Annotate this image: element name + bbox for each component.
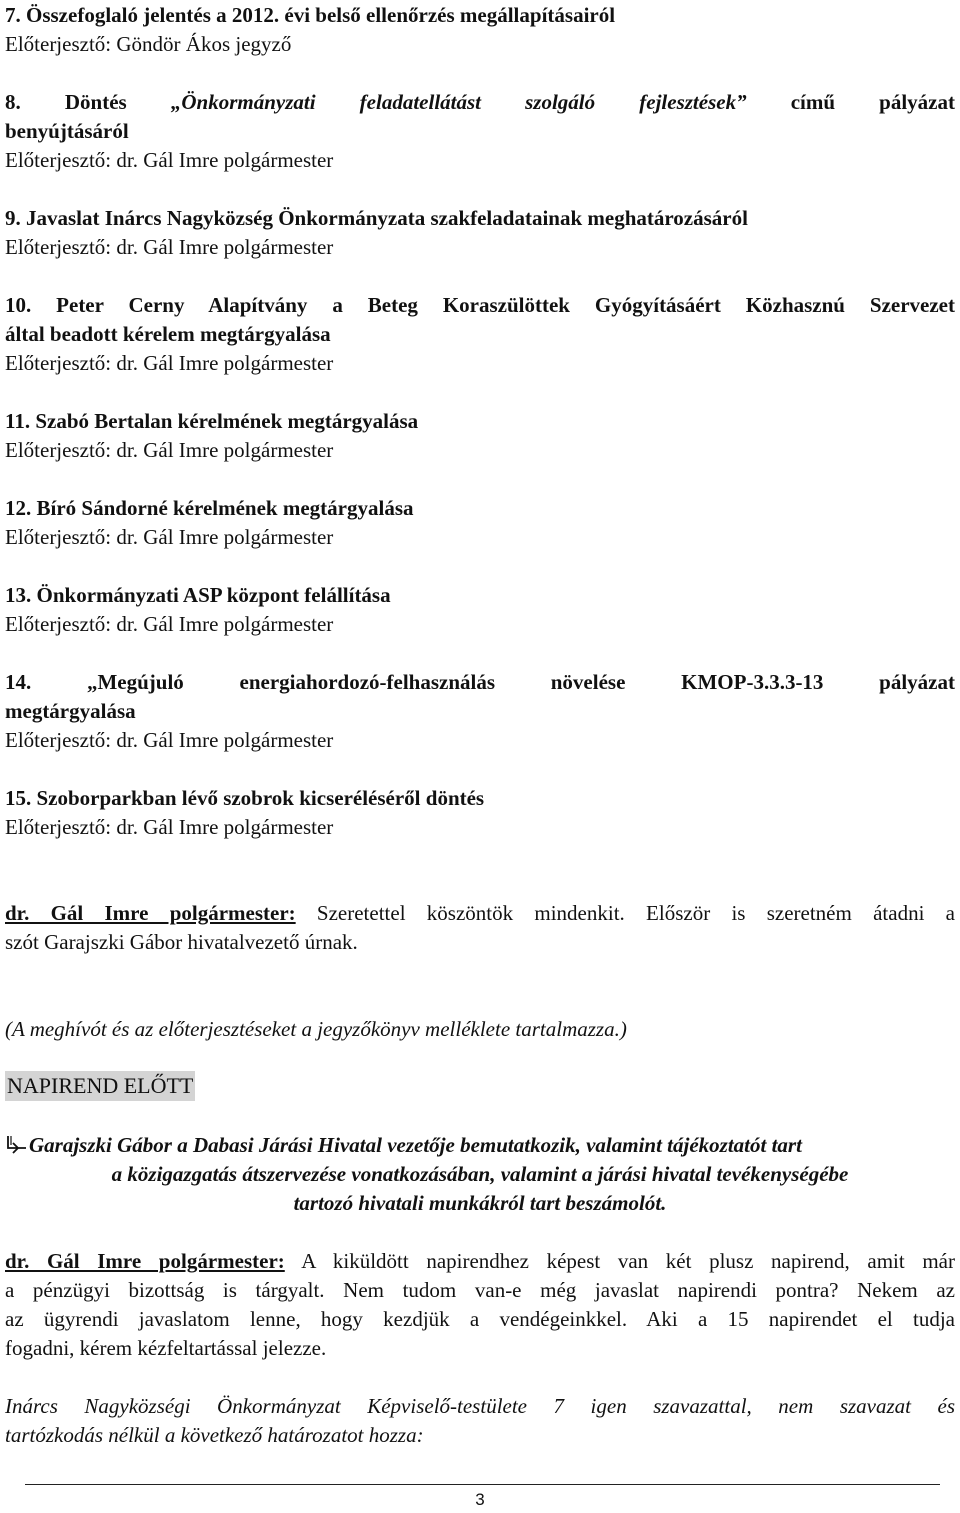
agenda-item-12-presenter: Előterjesztő: dr. Gál Imre polgármester (5, 525, 334, 549)
agenda-item-8-title-line2: benyújtásáról (5, 119, 129, 143)
agenda-item-10-title-line1: 10. Peter Cerny Alapítvány a Beteg Koraszülöttek Gyógyításáért Közhasznú Szervezet (5, 293, 955, 317)
agenda-item-14-title-line1: 14. „Megújuló energiahordozó-felhasználás növelése KMOP-3.3.3-13 pályázat (5, 670, 955, 694)
agenda-item-7-title: 7. Összefoglaló jelentés a 2012. évi belső ellenőrzés megállapításairól (5, 3, 616, 27)
speech-2-text-line3: az ügyrendi javaslatom lenne, hogy kezdjük a vendégeinkkel. Aki a 15 napirendet el tudja (5, 1307, 955, 1331)
agenda-item-15-presenter: Előterjesztő: dr. Gál Imre polgármester (5, 815, 334, 839)
speech-2-text-line1: A kiküldött napirendhez képest van két plusz napirend, amit már (284, 1249, 955, 1273)
agenda-item-10-title-line2: által beadott kérelem megtárgyalása (5, 322, 331, 346)
speech-2-text-line2: a pénzügyi bizottság is tárgyalt. Nem tudom van-e még javaslat napirendi pontra? Nekem az (5, 1278, 955, 1302)
speech-1-text-line2: szót Garajszki Gábor hivatalvezető úrnak. (5, 930, 358, 954)
agenda-item-11-presenter: Előterjesztő: dr. Gál Imre polgármester (5, 438, 334, 462)
agenda-item-13-presenter: Előterjesztő: dr. Gál Imre polgármester (5, 612, 334, 636)
agenda-item-14-presenter: Előterjesztő: dr. Gál Imre polgármester (5, 728, 334, 752)
agenda-item-15-title: 15. Szoborparkban lévő szobrok kicseréléséről döntés (5, 786, 485, 810)
pointing-arrow-icon (5, 1133, 29, 1155)
speech-1-line1 (5, 899, 955, 928)
agenda-item-8-title-line1: 8. Döntés „Önkormányzati feladatellátást szolgáló fejlesztések” című pályázat (5, 90, 955, 114)
agenda-item-8-presenter: Előterjesztő: dr. Gál Imre polgármester (5, 148, 334, 172)
section-heading: NAPIREND ELŐTT (5, 1071, 195, 1101)
speech-2-text-line4: fogadni, kérem kézfeltartással jelezze. (5, 1336, 327, 1360)
speech-1-speaker: dr. Gál Imre polgármester: (5, 901, 296, 925)
footer-divider (25, 1484, 940, 1485)
intro-line1-wrap (5, 1131, 955, 1160)
resolution-line2: tartózkodás nélkül a következő határozatot hozza: (5, 1423, 424, 1447)
resolution-line1: Inárcs Nagyközségi Önkormányzat Képviselő-testülete 7 igen szavazattal, nem szavazat és (5, 1394, 955, 1418)
intro-line2: a közigazgatás átszervezése vonatkozásában, valamint a járási hivatal tevékenységébe (111, 1162, 849, 1186)
agenda-item-7-presenter: Előterjesztő: Göndör Ákos jegyző (5, 32, 292, 56)
speech-2-line1 (5, 1247, 955, 1276)
agenda-item-12-title: 12. Bíró Sándorné kérelmének megtárgyalása (5, 496, 414, 520)
speech-1-text-line1: Szeretettel köszöntök mindenkit. Először is szeretném átadni a (295, 901, 955, 925)
agenda-item-8-title (5, 88, 955, 117)
intro-line3: tartozó hivatali munkákról tart beszámolót. (293, 1191, 667, 1215)
agenda-item-10-presenter: Előterjesztő: dr. Gál Imre polgármester (5, 351, 334, 375)
agenda-item-8-quoted-title: „Önkormányzati feladatellátást szolgáló fejlesztések” (170, 90, 747, 114)
speech-2-speaker: dr. Gál Imre polgármester: (5, 1249, 285, 1273)
agenda-item-13-title: 13. Önkormányzati ASP központ felállítása (5, 583, 391, 607)
attachment-note: (A meghívót és az előterjesztéseket a jegyzőkönyv melléklete tartalmazza.) (5, 1017, 627, 1041)
page-number: 3 (475, 1490, 485, 1509)
section-heading-wrap (5, 1071, 955, 1103)
agenda-item-14-title-line2: megtárgyalása (5, 699, 136, 723)
agenda-item-11-title: 11. Szabó Bertalan kérelmének megtárgyalása (5, 409, 419, 433)
agenda-item-9-presenter: Előterjesztő: dr. Gál Imre polgármester (5, 235, 334, 259)
agenda-item-9-title: 9. Javaslat Inárcs Nagyközség Önkormányzata szakfeladatainak meghatározásáról (5, 206, 748, 230)
intro-line1: Garajszki Gábor a Dabasi Járási Hivatal vezetője bemutatkozik, valamint tájékoztatót tart (29, 1133, 802, 1157)
